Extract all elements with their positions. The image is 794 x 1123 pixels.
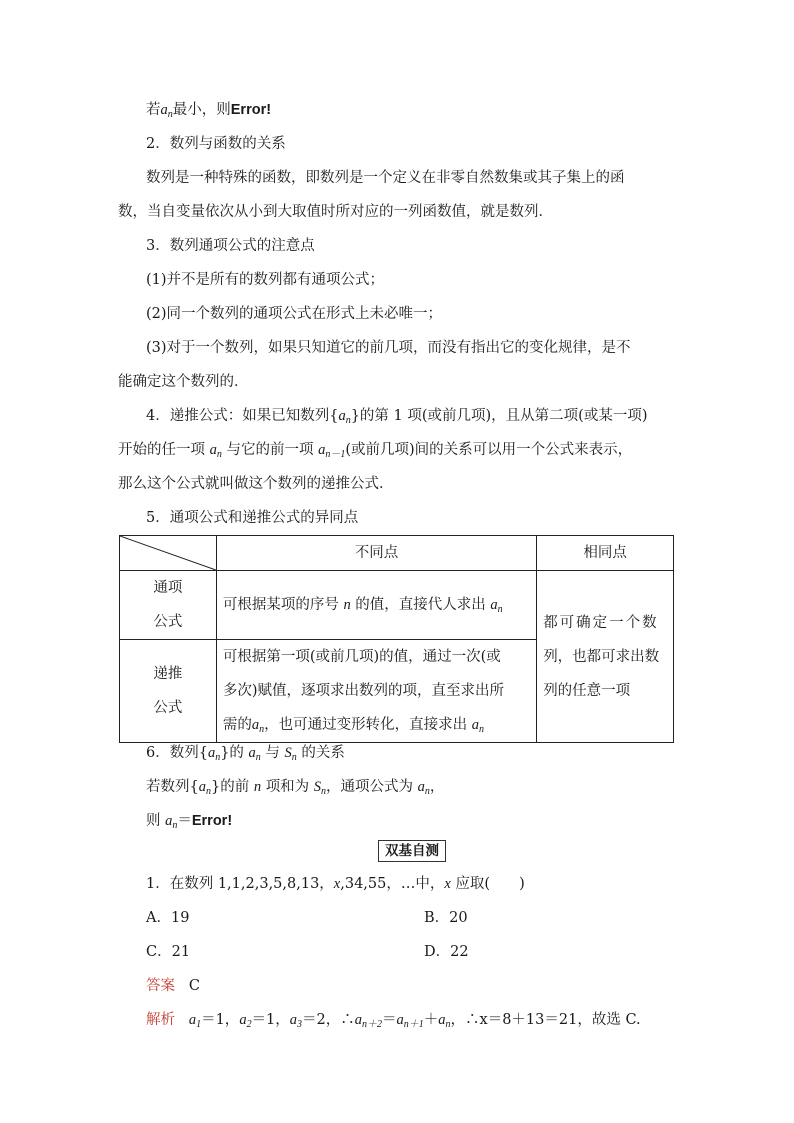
para-3c: (3)对于一个数列，如果只知道它的前几项，而没有指出它的变化规律，是不 (146, 340, 631, 356)
heading-5: 5．通项公式和递推公式的异同点 (146, 510, 359, 526)
diagonal-line (120, 536, 216, 570)
section-box-shuangji: 双基自测 (378, 840, 446, 862)
math-a-n-minus-1: $a_{n-1}$ (318, 442, 346, 460)
para-4c: 那么这个公式就叫做这个数列的递推公式． (118, 476, 394, 492)
text: 若 (146, 102, 161, 118)
text: 则 (146, 813, 161, 829)
text: 的关系 (301, 745, 345, 761)
para-2a: 数列是一种特殊的函数，即数列是一个定义在非零自然数集或其子集上的函 (146, 170, 625, 186)
math-a-n: $a_n$ (248, 745, 261, 763)
table-header-row (120, 536, 674, 571)
analysis-line: 解析 $a_1=1$，$a_2=1$，$a_3=2$，$\therefore a_{n+2}=a_{n+1}+a_n$，∴x＝8＋13＝21，故选 C. (146, 1012, 641, 1030)
text: }的前 (210, 779, 250, 795)
math-a-n: $a_n$ (471, 717, 484, 735)
header-same: 相同点 (537, 536, 674, 571)
para-3b: (2)同一个数列的通项公式在形式上未必唯一； (146, 306, 443, 322)
text-line (223, 708, 530, 742)
label: 公式 (153, 614, 183, 630)
math-a-n: $a_n$ (490, 597, 503, 615)
option-d: D．22 (424, 944, 469, 960)
text: }的 (220, 745, 244, 761)
para-2b: 数，当自变量依次从小到大取值时所对应的一列函数值，就是数列． (118, 204, 553, 220)
heading-3: 3．数列通项公式的注意点 (146, 238, 315, 254)
text: 的值，直接代人求出 (355, 597, 486, 613)
math-n: n (343, 597, 351, 613)
line-1 (146, 100, 271, 120)
text: 可根据第一项(或前几项)的值，通过一次(或 (222, 649, 501, 665)
text: ， (429, 779, 445, 795)
question-stem (146, 874, 525, 894)
text: ,34,55，…中， (340, 876, 445, 892)
text: 可根据某项的序号 (222, 597, 339, 613)
para-4b (118, 440, 632, 460)
text: 应取( ) (455, 876, 525, 892)
table-row (120, 571, 674, 640)
row-label-ditui (120, 640, 217, 743)
math-a-n: $a_n$ (251, 717, 265, 735)
answer-value: C (188, 978, 200, 994)
math-x: x (444, 876, 451, 892)
text: 4．递推公式：如果已知数列{ (146, 408, 339, 424)
text: 需的 (222, 717, 252, 733)
row1-diff (216, 571, 536, 640)
diagonal-cell (120, 536, 217, 571)
para-3a: (1)并不是所有的数列都有通项公式； (146, 272, 385, 288)
text: 与它的前一项 (226, 442, 314, 458)
math-a-n: $a_n$ (207, 745, 221, 763)
error-text: Error! (230, 102, 272, 118)
label: 通项 (153, 580, 183, 596)
math-a-n: $a_n$ (338, 408, 351, 426)
text: 列，也都可求出数 (543, 648, 660, 665)
text: 若数列{ (146, 779, 199, 795)
label: 公式 (153, 700, 183, 716)
option-c: C．21 (146, 944, 191, 960)
heading-4 (146, 406, 648, 426)
para-6b (146, 811, 232, 831)
math-a-n: $a_n$ (417, 779, 430, 797)
text: 都可确定一个数 (543, 614, 659, 631)
math-a-n: $a_n$ (198, 779, 211, 797)
math-s-n: $S_n$ (313, 779, 327, 797)
text: 1．在数列 1,1,2,3,5,8,13， (146, 876, 334, 892)
option-b: B．20 (424, 910, 468, 926)
analysis-label: 解析 (146, 1012, 175, 1028)
math-a-n: $a_n$ (165, 813, 178, 831)
option-a: A．19 (146, 910, 190, 926)
row-label-tongxiang (120, 571, 217, 640)
text: }的第 1 项(或前几项)，且从第二项(或某一项) (350, 408, 648, 424)
para-3d: 能确定这个数列的． (118, 374, 249, 390)
row2-diff (216, 640, 536, 743)
text: 最小，则 (172, 102, 231, 118)
math-a-n: $a_n$ (209, 442, 222, 460)
math-x: x (333, 876, 341, 892)
math-s-n: $S_n$ (284, 745, 297, 763)
answer-label: 答案 (146, 978, 175, 994)
heading-6 (146, 743, 345, 763)
para-6a (146, 777, 444, 797)
text: 与 (265, 745, 280, 761)
header-diff: 不同点 (216, 536, 536, 571)
text: ，也可通过变形转化，直接求出 (264, 717, 468, 733)
text: (或前几项)间的关系可以用一个公式来表示， (345, 442, 633, 458)
text: 开始的任一项 (118, 442, 205, 458)
text: ＝ (177, 813, 192, 829)
text: 列的任意一项 (543, 682, 631, 699)
math-n: n (253, 779, 262, 795)
comparison-table (119, 535, 674, 743)
text: 多次)赋值，逐项求出数列的项，直至求出所 (222, 683, 504, 699)
heading-2: 2．数列与函数的关系 (146, 136, 286, 152)
answer-line (146, 976, 200, 996)
text: 6．数列{ (146, 745, 208, 761)
math-a-n: $a_n$ (160, 102, 173, 120)
analysis-text: ，∴x＝8＋13＝21，故选 C. (450, 1012, 641, 1028)
label: 递推 (153, 666, 183, 682)
text: ，通项公式为 (326, 779, 414, 795)
same-cell (537, 571, 674, 743)
text: 项和为 (265, 779, 310, 795)
error-text: Error! (191, 813, 233, 829)
